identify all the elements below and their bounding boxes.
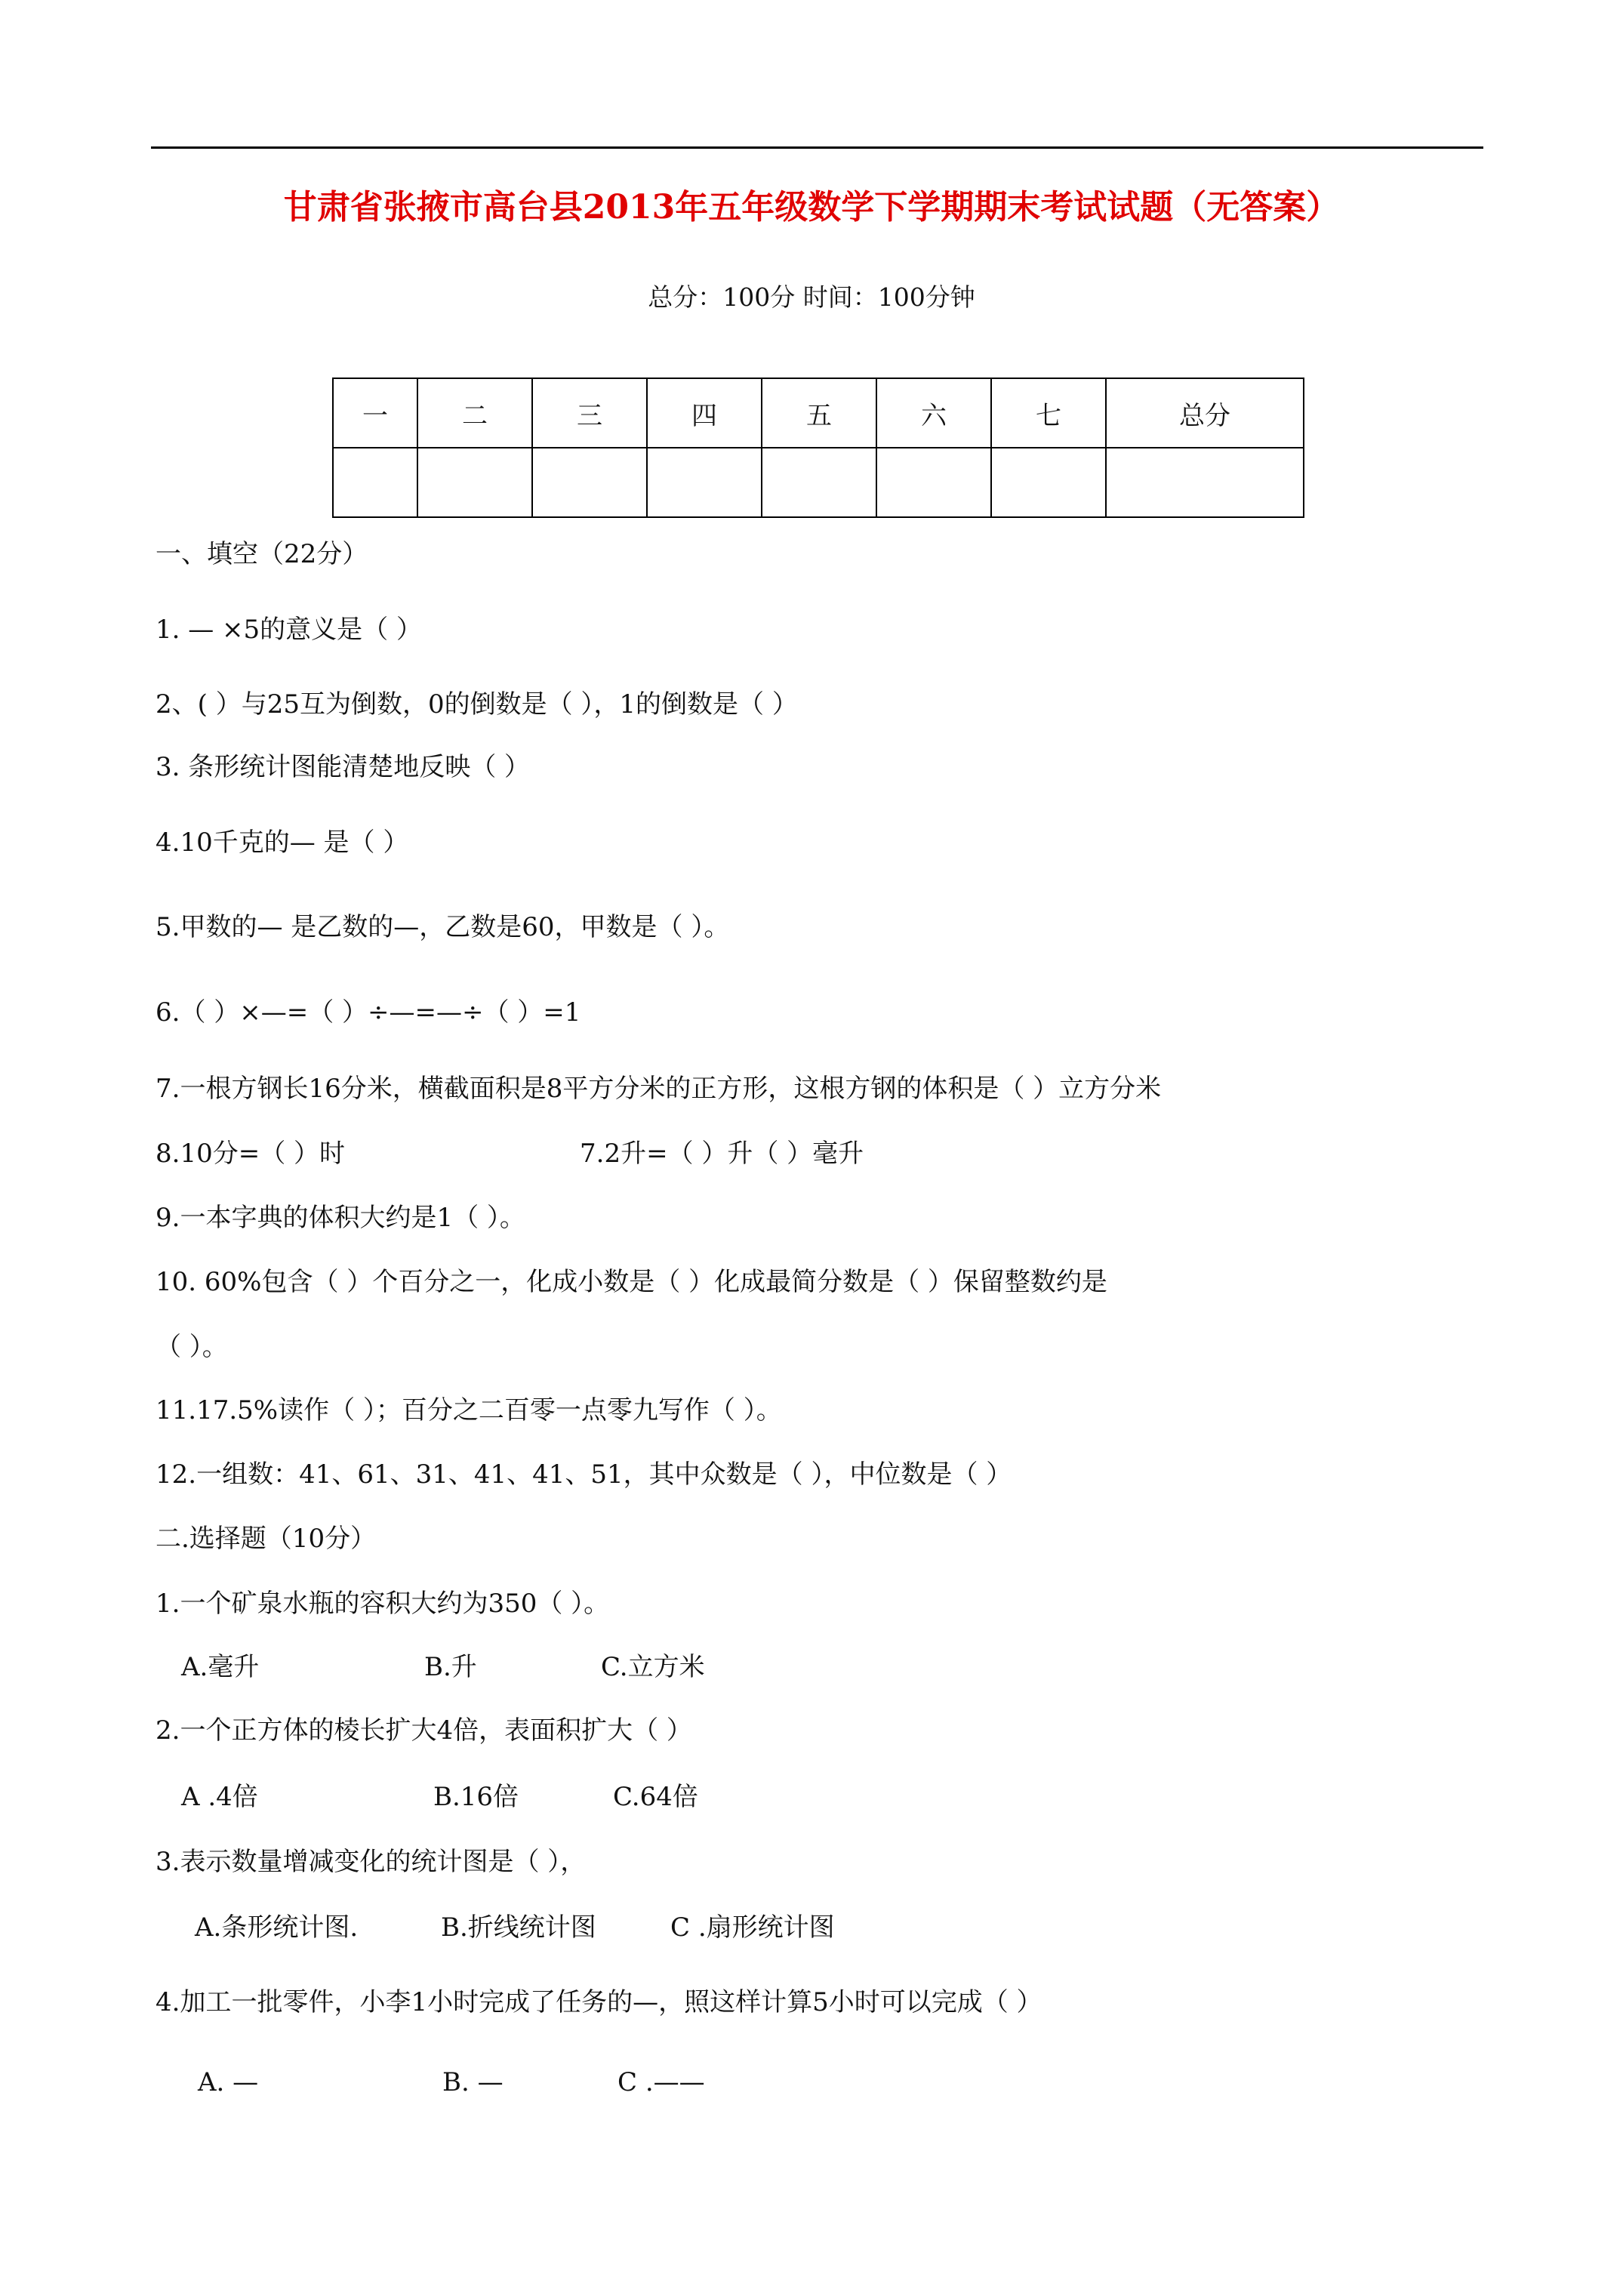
choice-option-b: B.折线统计图 [441,1912,596,1943]
score-value-cell[interactable] [417,448,532,517]
question-text-item8-left: 8.10分=（ ）时 [156,1139,345,1169]
question-text: 12.一组数：41、61、31、41、41、51，其中众数是（ ），中位数是（ ） [156,1459,1012,1490]
score-value-cell[interactable] [1106,448,1304,517]
choice-option-c: C.立方米 [601,1652,705,1682]
top-rule [151,146,1483,149]
question-text-item8-right: 7.2升=（ ）升（ ）毫升 [580,1139,864,1169]
choice-option-b: B.升 [424,1652,477,1682]
question-text: 4.10千克的— 是（ ） [156,827,409,858]
choice-option-a: A.毫升 [181,1652,260,1682]
choice-question: 1.一个矿泉水瓶的容积大约为350（ ）。 [156,1589,610,1619]
question-text: 5.甲数的— 是乙数的—，乙数是60，甲数是（ ）。 [156,912,730,942]
choice-question: 4.加工一批零件，小李1小时完成了任务的—，照这样计算5小时可以完成（ ） [156,1987,1042,2017]
choice-option-c: C.64倍 [613,1782,698,1812]
score-header-cell: 三 [532,378,647,448]
choice-option-b: B.16倍 [433,1782,519,1812]
choice-option-a: A. — [198,2067,259,2097]
score-value-cell[interactable] [647,448,762,517]
score-value-cell[interactable] [532,448,647,517]
choice-option-b: B. — [442,2067,504,2097]
exam-title: 甘肃省张掖市高台县2013年五年级数学下学期期末考试试题（无答案） [283,188,1340,227]
score-header-cell: 七 [991,378,1106,448]
question-text: 7.一根方钢长16分米，横截面积是8平方分米的正方形，这根方钢的体积是（ ）立方分米 [156,1074,1162,1104]
score-header-cell: 总分 [1106,378,1304,448]
score-header-cell: 六 [876,378,991,448]
score-header-cell: 四 [647,378,762,448]
score-value-cell[interactable] [991,448,1106,517]
question-text: 10. 60%包含（ ）个百分之一，化成小数是（ ）化成最简分数是（ ）保留整数约是 [156,1267,1107,1297]
score-header-cell: 一 [333,378,417,448]
section2-heading: 二.选择题（10分） [156,1524,377,1554]
score-header-cell: 二 [417,378,532,448]
choice-option-a: A .4倍 [181,1782,258,1812]
score-value-cell[interactable] [876,448,991,517]
score-value-cell[interactable] [762,448,876,517]
score-table [332,378,1304,518]
question-text: 3. 条形统计图能清楚地反映（ ） [156,752,531,782]
choice-option-a: A.条形统计图. [195,1912,359,1943]
choice-question: 2.一个正方体的棱长扩大4倍，表面积扩大（ ） [156,1715,692,1746]
question-text: 6.（ ）×—=（ ）÷—=—÷（ ）=1 [156,997,581,1028]
score-table-value-row [333,448,1304,517]
question-text: 2、( ）与25互为倒数，0的倒数是（ ），1的倒数是（ ） [156,689,798,720]
question-text: 9.一本字典的体积大约是1（ ）。 [156,1203,525,1233]
choice-question: 3.表示数量增减变化的统计图是（ ）， [156,1847,587,1877]
exam-subtitle: 总分：100分 时间：100分钟 [648,282,975,312]
section1-heading: 一、填空（22分） [156,539,368,569]
choice-option-c: C .—— [617,2067,705,2097]
score-value-cell[interactable] [333,448,417,517]
score-header-cell: 五 [762,378,876,448]
question-text: 11.17.5%读作（ ）；百分之二百零一点零九写作（ ）。 [156,1395,782,1425]
question-text: 1. — ×5的意义是（ ） [156,615,422,645]
question-text: （ ）。 [156,1332,228,1362]
choice-option-c: C .扇形统计图 [670,1912,835,1943]
score-table-header-row [333,378,1304,448]
